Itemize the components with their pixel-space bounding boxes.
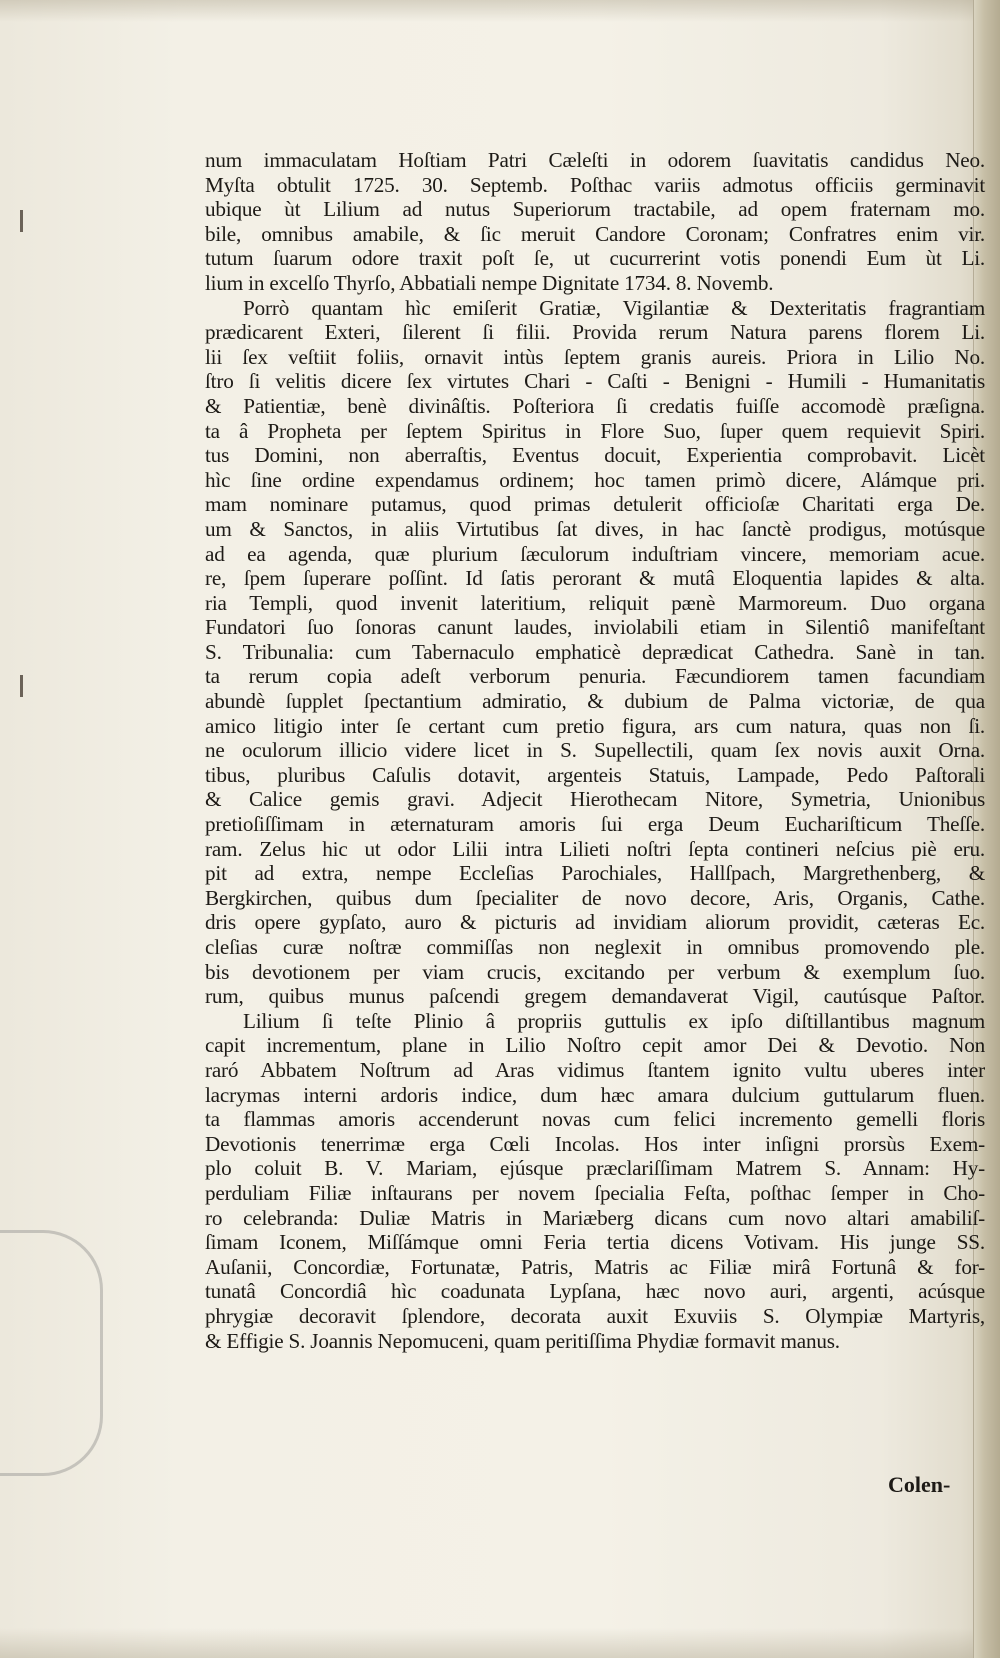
text-line: tus Domini, non aberraſtis, Eventus docuit, Experientia comprobavit. Licèt bbox=[205, 443, 985, 468]
text-line: Fundatori ſuo ſonoras canunt laudes, inviolabili etiam in Silentiô manifeſtant bbox=[205, 615, 985, 640]
text-line: ne oculorum illicio videre licet in S. Supellectili, quam ſex novis auxit Orna. bbox=[205, 738, 985, 763]
text-line: & Calice gemis gravi. Adjecit Hierothecam Nitore, Symetria, Unionibus bbox=[205, 787, 985, 812]
text-line: raró Abbatem Noſtrum ad Aras vidimus ſtantem ignito vultu uberes inter bbox=[205, 1057, 985, 1082]
text-line: ſimam Iconem, Miſſámque omni Feria tertia dicens Votivam. His junge SS. bbox=[205, 1230, 985, 1255]
text-line: bile, omnibus amabile, & ſic meruit Candore Coronam; Confratres enim vir. bbox=[205, 221, 985, 246]
text-line: re, ſpem ſuperare poſſint. Id ſatis perorant & mutâ Eloquentia lapides & alta. bbox=[205, 566, 985, 591]
text-line: capit incrementum, plane in Lilio Noſtro cepit amor Dei & Devotio. Non bbox=[205, 1033, 985, 1058]
text-line: pretioſiſſimam in æternaturam amoris ſui erga Deum Euchariſticum Theſſe. bbox=[205, 812, 985, 837]
text-line: ta rerum copia adeſt verborum penuria. Fæcundiorem tamen facundiam bbox=[205, 664, 985, 689]
body-text bbox=[205, 148, 985, 1353]
text-line: ubique ùt Lilium ad nutus Superiorum tractabile, ad opem fraternam mo. bbox=[205, 197, 985, 222]
text-line: ſtro ſi velitis dicere ſex virtutes Chari - Caſti - Benigni - Humili - Humanitatis bbox=[205, 369, 985, 394]
text-line: abundè ſupplet ſpectantium admiratio, & dubium de Palma victoriæ, de qua bbox=[205, 689, 985, 714]
margin-mark bbox=[20, 210, 23, 232]
text-line: um & Sanctos, in aliis Virtutibus ſat dives, in hac ſanctè prodigus, motúsque bbox=[205, 516, 985, 541]
text-line: tunatâ Concordiâ hìc coadunata Lypſana, hæc novo auri, argenti, acúsque bbox=[205, 1279, 985, 1304]
text-line: & Patientiæ, benè divinâſtis. Poſteriora ſi credatis fuiſſe accomodè præſigna. bbox=[205, 393, 985, 418]
text-line: phrygiæ decoravit ſplendore, decorata auxit Exuviis S. Olympiæ Martyris, bbox=[205, 1303, 985, 1328]
text-line: ro celebranda: Duliæ Matris in Mariæberg dicans cum novo altari amabiliſ- bbox=[205, 1205, 985, 1230]
text-line: lii ſex veſtiit foliis, ornavit intùs ſeptem granis aureis. Priora in Lilio No. bbox=[205, 344, 985, 369]
text-line: Porrò quantam hìc emiſerit Gratiæ, Vigilantiæ & Dexteritatis fragrantiam bbox=[243, 295, 985, 320]
text-line: & Effigie S. Joannis Nepomuceni, quam peritiſſima Phydiæ formavit manus. bbox=[205, 1328, 840, 1353]
text-line: prædicarent Exteri, ſilerent ſi filii. Provida rerum Natura parens florem Li. bbox=[205, 320, 985, 345]
catchword: Colen- bbox=[888, 1472, 951, 1497]
text-line: Devotionis tenerrimæ erga Cœli Incolas. Hos inter inſigni prorsùs Exem- bbox=[205, 1131, 985, 1156]
top-shadow bbox=[0, 0, 1000, 22]
bottom-shadow bbox=[0, 1628, 1000, 1658]
text-line: cleſias curæ noſtræ commiſſas non neglexit in omnibus promovendo ple. bbox=[205, 935, 985, 959]
text-line: hìc ſine ordine expendamus ordinem; hoc tamen primò dicere, Alámque pri. bbox=[205, 467, 985, 492]
text-line: bis devotionem per viam crucis, excitando per verbum & exemplum ſuo. bbox=[205, 959, 985, 984]
text-line: ram. Zelus hic ut odor Lilii intra Lilieti noſtri ſepta contineri neſcius piè eru. bbox=[205, 836, 985, 861]
text-line: ad ea agenda, quæ plurium ſæculorum induſtriam vincere, memoriam acue. bbox=[205, 541, 985, 566]
margin-mark bbox=[20, 675, 23, 697]
text-line: amico litigio inter ſe certant cum pretio figura, ars cum natura, quas non ſi. bbox=[205, 713, 985, 738]
text-line: num immaculatam Hoſtiam Patri Cæleſti in odorem ſuavitatis candidus Neo. bbox=[205, 148, 985, 172]
text-line: Lilium ſi teſte Plinio â propriis guttulis ex ipſo diſtillantibus magnum bbox=[243, 1008, 985, 1033]
text-line: lium in excelſo Thyrſo, Abbatiali nempe Dignitate 1734. 8. Novemb. bbox=[205, 270, 774, 295]
text-line: pit ad extra, nempe Eccleſias Parochiales, Hallſpach, Margrethenberg, & bbox=[205, 861, 985, 886]
text-line: plo coluit B. V. Mariam, ejúsque præclariſſimam Matrem S. Annam: Hy- bbox=[205, 1156, 985, 1181]
text-line: ta â Propheta per ſeptem Spiritus in Flore Suo, ſuper quem requievit Spiri. bbox=[205, 418, 985, 443]
text-line: dris opere gypſato, auro & picturis ad invidiam aliorum providit, cæteras Ec. bbox=[205, 910, 985, 935]
text-line: perduliam Filiæ inſtaurans per novem ſpecialia Feſta, poſthac ſemper in Cho- bbox=[205, 1180, 985, 1205]
text-line: mam nominare putamus, quod primas detulerit officioſæ Charitati erga De. bbox=[205, 492, 985, 517]
text-line: S. Tribunalia: cum Tabernaculo emphaticè deprædicat Cathedra. Sanè in tan. bbox=[205, 639, 985, 664]
text-line: tutum ſuarum odore traxit poſt ſe, ut cucurrerint votis ponendi Eum ùt Li. bbox=[205, 246, 985, 271]
text-line: Bergkirchen, quibus dum ſpecialiter de novo decore, Aris, Organis, Cathe. bbox=[205, 885, 985, 910]
text-line: Auſanii, Concordiæ, Fortunatæ, Patris, Matris ac Filiæ mirâ Fortunâ & for- bbox=[205, 1254, 985, 1279]
text-line: ta flammas amoris accenderunt novas cum felici incremento gemelli floris bbox=[205, 1107, 985, 1132]
text-line: rum, quibus munus paſcendi gregem demandaverat Vigil, cautúsque Paſtor. bbox=[205, 984, 985, 1009]
text-line: ria Templi, quod invenit lateritium, reliquit pænè Marmoreum. Duo organa bbox=[205, 590, 985, 615]
text-line: Myſta obtulit 1725. 30. Septemb. Poſthac variis admotus officiis germinavit bbox=[205, 172, 985, 197]
text-line: lacrymas interni ardoris indice, dum hæc amara dulcium guttularum fluen. bbox=[205, 1082, 985, 1107]
text-line: tibus, pluribus Caſulis dotavit, argenteis Statuis, Lampade, Pedo Paſtorali bbox=[205, 762, 985, 787]
paper-clip-shadow bbox=[0, 1230, 103, 1476]
